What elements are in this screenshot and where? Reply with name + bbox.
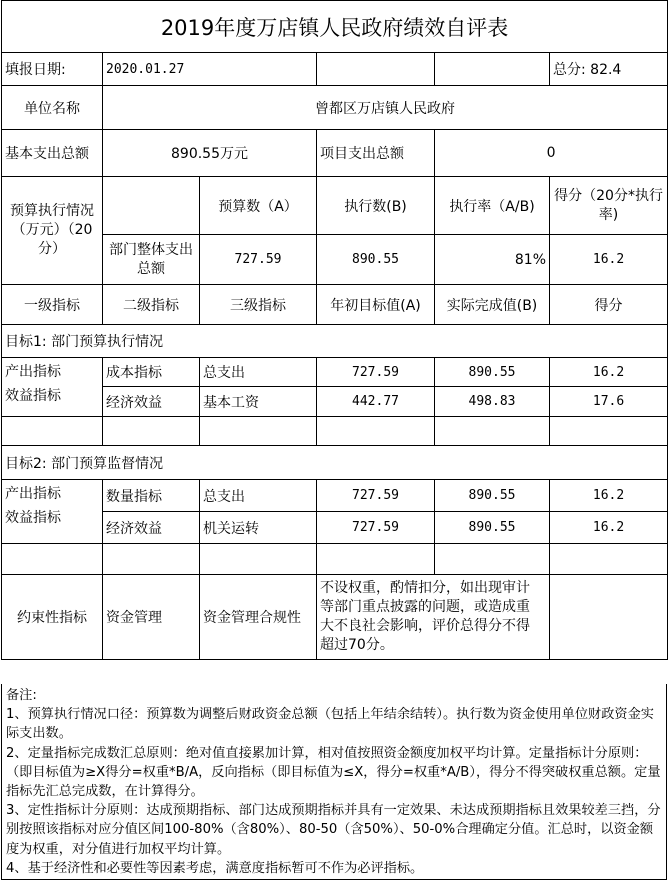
project-spending-label: 项目支出总额 — [317, 130, 435, 177]
column-actual: 实际完成值(B) — [435, 285, 550, 325]
goal1-title: 目标1: 部门预算执行情况 — [2, 325, 668, 358]
empty-cell — [317, 544, 435, 575]
budget-score-value: 16.2 — [550, 235, 668, 285]
constraint-level2: 资金管理 — [103, 575, 200, 660]
unit-name-label: 单位名称 — [2, 86, 103, 130]
empty-cell — [550, 575, 668, 660]
goal2-row2-level2: 经济效益 — [103, 512, 200, 544]
execution-rate-value: 81% — [435, 235, 550, 285]
empty-cell — [317, 53, 435, 86]
remark-item: 2、定量指标完成数汇总原则：绝对值直接累加计算，相对值按照资金额度加权平均计算。定量指标计分原则：（即目标值为≥X得分=权重*B/A，反向指标（即目标值为≤X，得分=权重*A/B），得分不得突破权重总额。定量指标先汇总完成数，在计算得分。 — [6, 745, 661, 800]
goal2-category — [2, 480, 103, 544]
goal2-row2-actual: 890.55 — [435, 512, 550, 544]
fill-date-value: 2020.01.27 — [103, 53, 317, 86]
project-spending-value: 0 — [435, 130, 668, 177]
goal2-row1-score: 16.2 — [550, 480, 668, 512]
goal2-benefit-label: 效益指标 — [5, 510, 61, 526]
empty-cell — [435, 53, 550, 86]
empty-cell — [435, 544, 550, 575]
column-score: 得分 — [550, 285, 668, 325]
budget-amount-header: 预算数（A） — [200, 177, 317, 235]
goal2-row2-score: 16.2 — [550, 512, 668, 544]
remark-item: 3、定性指标计分原则：达成预期指标、部门达成预期指标并具有一定效果、未达成预期指标且效果较差三挡，分别按照该指标对应分值区间100-80%（含80%）、80-50（含50%）、50-0%合理确定分值。汇总时，以资金额度为权重，对分值进行加权平均计算。 — [6, 803, 661, 857]
goal2-title: 目标2: 部门预算监督情况 — [2, 446, 668, 480]
empty-cell — [200, 544, 317, 575]
execution-amount-value: 890.55 — [317, 235, 435, 285]
goal2-row1-target: 727.59 — [317, 480, 435, 512]
budget-amount-value: 727.59 — [200, 235, 317, 285]
total-spending-row-label: 部门整体支出总额 — [103, 235, 200, 285]
remarks-heading: 备注: — [6, 688, 37, 703]
goal2-output-label: 产出指标 — [5, 486, 61, 502]
goal1-benefit-label: 效益指标 — [5, 388, 61, 404]
goal1-row1-target: 727.59 — [317, 358, 435, 387]
basic-spending-label: 基本支出总额 — [2, 130, 103, 177]
constraint-level3: 资金管理合规性 — [200, 575, 317, 660]
empty-cell — [435, 417, 550, 446]
goal1-row1-score: 16.2 — [550, 358, 668, 387]
basic-spending-value: 890.55万元 — [103, 130, 317, 177]
goal2-row1-level2: 数量指标 — [103, 480, 200, 512]
evaluation-table — [1, 0, 668, 660]
remark-item: 1、预算执行情况口径：预算数为调整后财政资金总额（包括上年结余结转）。执行数为资金使用单位财政资金实际支出数。 — [6, 707, 654, 742]
execution-rate-header: 执行率（A/B) — [435, 177, 550, 235]
empty-cell — [2, 417, 103, 446]
goal2-row2-level3: 机关运转 — [200, 512, 317, 544]
column-level1: 一级指标 — [2, 285, 103, 325]
empty-cell — [2, 544, 103, 575]
constraint-label: 约束性指标 — [2, 575, 103, 660]
goal2-row1-level3: 总支出 — [200, 480, 317, 512]
fill-date-label: 填报日期: — [2, 53, 103, 86]
unit-name-value: 曾都区万店镇人民政府 — [103, 86, 668, 130]
constraint-rule: 不设权重，酌情扣分，如出现审计等部门重点披露的问题，或造成重大不良社会影响，评价总得分不得超过70分。 — [317, 575, 550, 660]
column-level2: 二级指标 — [103, 285, 200, 325]
empty-cell — [103, 544, 200, 575]
goal1-row1-level2: 成本指标 — [103, 358, 200, 387]
goal1-row2-score: 17.6 — [550, 387, 668, 417]
empty-cell — [200, 417, 317, 446]
goal2-row2-target: 727.59 — [317, 512, 435, 544]
empty-cell — [103, 177, 200, 235]
goal1-output-label: 产出指标 — [5, 364, 61, 380]
remark-item: 4、基于经济性和必要性等因素考虑，满意度指标暂可不作为必评指标。 — [6, 860, 424, 876]
column-level3: 三级指标 — [200, 285, 317, 325]
goal1-row1-actual: 890.55 — [435, 358, 550, 387]
empty-cell — [550, 417, 668, 446]
goal1-row2-target: 442.77 — [317, 387, 435, 417]
goal1-row2-level3: 基本工资 — [200, 387, 317, 417]
total-score: 总分: 82.4 — [550, 53, 668, 86]
goal1-row2-actual: 498.83 — [435, 387, 550, 417]
column-target: 年初目标值(A) — [317, 285, 435, 325]
page-title: 2019年度万店镇人民政府绩效自评表 — [2, 1, 668, 53]
execution-amount-header: 执行数(B) — [317, 177, 435, 235]
budget-score-header: 得分（20分*执行率) — [550, 177, 668, 235]
remarks-section — [1, 684, 667, 880]
goal1-category — [2, 358, 103, 417]
empty-cell — [103, 417, 200, 446]
goal1-row2-level2: 经济效益 — [103, 387, 200, 417]
empty-cell — [550, 544, 668, 575]
goal2-row1-actual: 890.55 — [435, 480, 550, 512]
budget-execution-label: 预算执行情况（万元）（20分） — [2, 177, 103, 285]
goal1-row1-level3: 总支出 — [200, 358, 317, 387]
empty-cell — [317, 417, 435, 446]
